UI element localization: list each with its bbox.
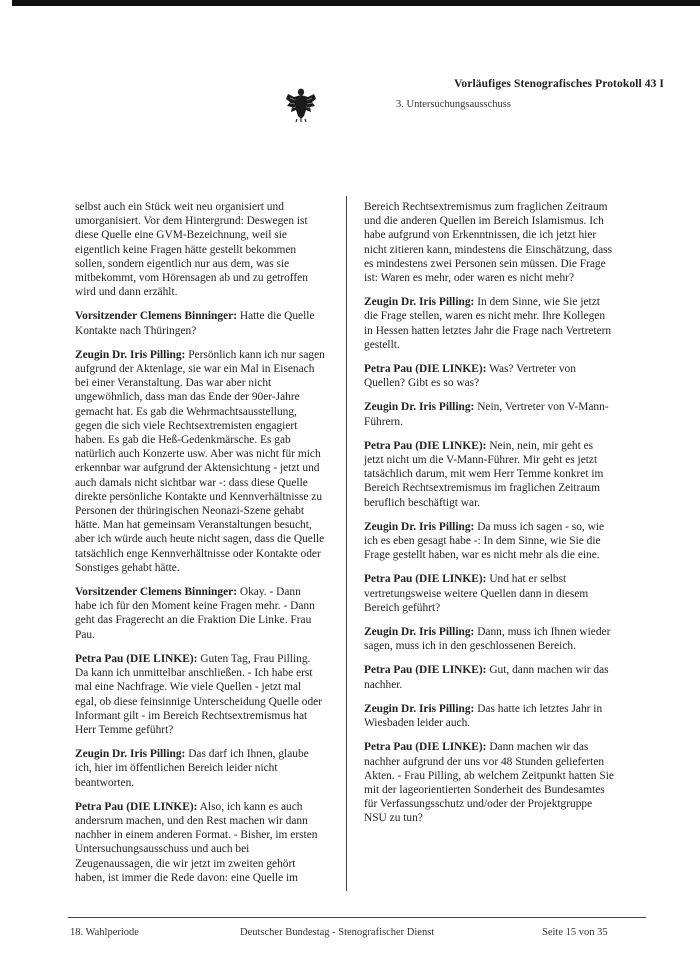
speaker-name: Petra Pau (DIE LINKE): bbox=[364, 573, 487, 586]
paragraph-text: Da muss ich sagen - so, wie ich es eben gesagt habe -: In dem Sinne, wie Sie die Frage gestellt haben, war es nicht mehr als die eine. bbox=[364, 520, 605, 562]
speaker-name: Vorsitzender Clemens Binninger: bbox=[75, 310, 237, 323]
committee-subtitle: 3. Untersuchungsausschuss bbox=[396, 99, 511, 110]
speaker-name: Petra Pau (DIE LINKE): bbox=[364, 664, 487, 677]
speaker-name: Zeugin Dr. Iris Pilling: bbox=[75, 748, 186, 761]
footer-period: 18. Wahlperiode bbox=[70, 927, 139, 938]
speaker-name: Zeugin Dr. Iris Pilling: bbox=[364, 702, 475, 715]
paragraph bbox=[364, 200, 614, 285]
paragraph bbox=[364, 439, 614, 510]
column-divider bbox=[346, 196, 347, 891]
top-edge-bar bbox=[12, 0, 700, 6]
paragraph-text: Nein, nein, mir geht es jetzt nicht um die V-Mann-Führer. Mir geht es jetzt tatsächlich darum, mit wem Herr Temme konkret im Bereich Rechtsextremismus im fraglichen Zeitraum beruflich beschäftigt war. bbox=[364, 439, 604, 509]
paragraph bbox=[364, 362, 614, 390]
paragraph-text: Bereich Rechtsextremismus zum fraglichen Zeitraum und die anderen Quellen im Bereich Islamismus. Ich habe aufgrund von Erkenntnissen, die ich jetzt hier nicht zitieren kann, mindestens die Einschätzung, dass es mindestens zwei Personen sein müssen. Die Frage ist: Waren es mehr, oder waren es nicht mehr? bbox=[364, 201, 612, 285]
paragraph-text: Dann, muss ich Ihnen wieder sagen, muss ich in den geschlossenen Bereich. bbox=[364, 626, 611, 653]
speaker-name: Zeugin Dr. Iris Pilling: bbox=[364, 296, 475, 309]
speaker-name: Zeugin Dr. Iris Pilling: bbox=[364, 626, 475, 639]
paragraph-text: Guten Tag, Frau Pilling. Da kann ich unmittelbar anschließen. - Ich habe erst mal eine Nachfrage. Wie viele Quellen - jetzt mal egal, ob diese feinsinnige Unterscheidung Quelle oder Informant gilt - im Bereich Rechtsextremismus hat Herr Temme geführt? bbox=[75, 652, 323, 736]
paragraph-text: Hatte die Quelle Kontakte nach Thüringen? bbox=[75, 310, 315, 337]
paragraph bbox=[75, 747, 325, 790]
speaker-name: Petra Pau (DIE LINKE): bbox=[364, 439, 487, 452]
paragraph-text: Und hat er selbst vertretungsweise weitere Quellen dann in diesem Bereich geführt? bbox=[364, 573, 589, 614]
paragraph-text: selbst auch ein Stück weit neu organisiert und umorganisiert. Vor dem Hintergrund: Deswegen ist diese Quelle eine GVM-Bezeichnung, weil sie eigentlich keine Fragen hätte gestellt bekommen sollen, sondern eigentlich nur aus dem, was sie mitbekommt, vom Hörensagen ab und zu getroffen wird und dann erzählt. bbox=[75, 201, 308, 299]
paragraph-text: Das darf ich Ihnen, glaube ich, hier im öffentlichen Bereich leider nicht beantworten. bbox=[75, 748, 309, 789]
speaker-name: Petra Pau (DIE LINKE): bbox=[75, 800, 198, 813]
speaker-name: Zeugin Dr. Iris Pilling: bbox=[364, 520, 475, 533]
speaker-name: Petra Pau (DIE LINKE): bbox=[364, 741, 487, 754]
left-column bbox=[75, 200, 325, 895]
paragraph-text: Okay. - Dann habe ich für den Moment keine Fragen mehr. - Dann geht das Fragerecht an die Fraktion Die Linke. Frau Pau. bbox=[75, 586, 315, 641]
paragraph-text: Gut, dann machen wir das nachher. bbox=[364, 664, 609, 691]
paragraph bbox=[75, 585, 325, 642]
paragraph-text: Nein, Vertreter von V-Mann-Führern. bbox=[364, 401, 609, 428]
paragraph-text: Persönlich kann ich nur sagen aufgrund der Aktenlage, sie war ein Mal in Eisenach bei einer Veranstaltung. Das war aber nicht ungewöhnlich, dass man das Ende der 90er-Jahre gemacht hat. Es gab die Wehrmachtsausstellung, gegen die sich viele Rechtsextremisten engagiert haben. Es gab die Heß-Gedenkmärsche. Es gab natürlich auch Konzerte usw. Aber was nicht für mich erkennbar war aufgrund der Aktensichtung - jetzt und auch damals nicht sichtbar war -: dass diese Quelle direkte persönliche Kontakte und Kennverhältnisse zu Personen der thüringischen Neonazi-Szene gehabt hätte. Man hat gemeinsam Veranstaltungen besucht, aber ich würde auch heute nicht sagen, dass die Quelle tatsächlich enge Kennverhältnisse oder Kontakte oder Sonstiges gehabt hätte. bbox=[75, 348, 325, 574]
paragraph bbox=[364, 702, 614, 730]
paragraph-text: Was? Vertreter von Quellen? Gibt es so was? bbox=[364, 363, 576, 390]
paragraph bbox=[364, 625, 614, 653]
paragraph bbox=[364, 520, 614, 563]
paragraph-text: Dann machen wir das nachher aufgrund der uns vor 48 Stunden gelieferten Akten. - Frau Pilling, ab welchem Zeitpunkt hatten Sie mit der lageorientierten Sonderheit des Bundesamtes für Verfassungsschutz und/oder der Projektgruppe NSU zu tun? bbox=[364, 741, 614, 825]
federal-eagle-icon bbox=[284, 86, 318, 122]
paragraph-text: Das hatte ich letztes Jahr in Wiesbaden leider auch. bbox=[364, 702, 603, 730]
paragraph bbox=[75, 652, 325, 737]
protocol-title: Vorläufiges Stenografisches Protokoll 43 I bbox=[454, 78, 664, 90]
paragraph bbox=[364, 295, 614, 352]
right-column bbox=[364, 200, 614, 836]
page-number: Seite 15 von 35 bbox=[542, 927, 608, 938]
footer-publisher: Deutscher Bundestag - Stenografischer Dienst bbox=[240, 927, 435, 938]
speaker-name: Zeugin Dr. Iris Pilling: bbox=[364, 401, 475, 414]
speaker-name: Vorsitzender Clemens Binninger: bbox=[75, 586, 237, 599]
paragraph bbox=[364, 740, 614, 825]
paragraph bbox=[75, 800, 325, 885]
paragraph-text: In dem Sinne, wie Sie jetzt die Frage stellen, waren es nicht mehr. Ihre Kollegen in Hessen hatten letztes Jahr die Frage nach Vertretern gestellt. bbox=[364, 296, 612, 351]
speaker-name: Petra Pau (DIE LINKE): bbox=[364, 363, 487, 376]
speaker-name: Zeugin Dr. Iris Pilling: bbox=[75, 348, 186, 361]
paragraph bbox=[364, 572, 614, 615]
paragraph bbox=[75, 348, 325, 575]
paragraph bbox=[75, 309, 325, 337]
paragraph-text: Also, ich kann es auch andersrum machen, und den Rest machen wir dann nachher in einem anderen Format. - Bisher, im ersten Untersuchungsausschuss und auch bei Zeugenaussagen, die wir jetzt im zweiten gehört haben, ist immer die Rede davon: eine Quelle im bbox=[75, 800, 318, 884]
paragraph bbox=[364, 663, 614, 691]
paragraph bbox=[364, 400, 614, 428]
footer-rule bbox=[68, 917, 646, 918]
speaker-name: Petra Pau (DIE LINKE): bbox=[75, 652, 198, 665]
paragraph bbox=[75, 200, 325, 299]
